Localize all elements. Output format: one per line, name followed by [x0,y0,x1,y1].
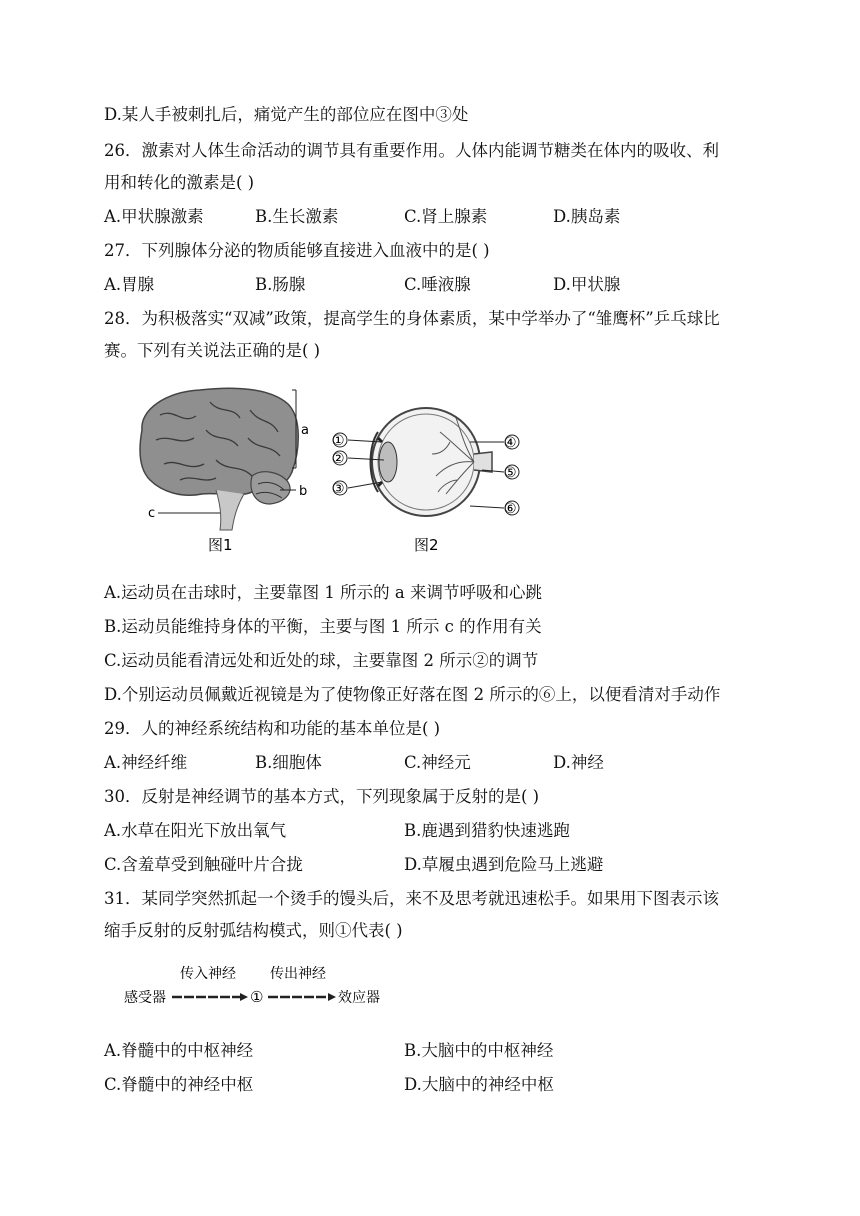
figure2-caption: 图2 [414,536,439,554]
q27-option-d: D.甲状腺 [553,275,621,294]
q30-option-a: A.水草在阳光下放出氧气 [104,821,287,840]
eye-label-5: ⑤ [504,465,517,481]
reflex-arc-diagram [124,960,404,1012]
q29-option-a: A.神经纤维 [104,753,188,772]
brain-label-c: c [148,506,156,521]
q28-option-c: C.运动员能看清远处和近处的球，主要靠图 2 所示②的调节 [104,651,539,670]
q31-option-d: D.大脑中的神经中枢 [404,1075,554,1094]
brain-diagram [140,388,309,554]
q29-option-d: D.神经 [553,753,604,772]
figure1-caption: 图1 [208,536,233,554]
q30-option-d: D.草履虫遇到危险马上逃避 [404,855,604,874]
eye-label-6: ⑥ [504,501,517,517]
q26-option-b: B.生长激素 [255,207,339,226]
q28-figures [120,380,540,560]
q28-stem-line2: 赛。下列有关说法正确的是( ) [104,341,321,360]
q30-stem: 30．反射是神经调节的基本方式，下列现象属于反射的是( ) [104,787,540,806]
q30-option-b: B.鹿遇到猎豹快速逃跑 [404,821,570,840]
q30-option-c: C.含羞草受到触碰叶片合拢 [104,855,303,874]
receptor-label: 感受器 [124,990,166,1006]
q26-stem-line2: 用和转化的激素是( ) [104,173,255,192]
q31-option-c: C.脊髓中的神经中枢 [104,1075,254,1094]
q28-stem-line1: 28．为积极落实“双减”政策，提高学生的身体素质，某中学举办了“雏鹰杯”乒乓球比 [104,309,720,328]
eye-label-4: ④ [504,435,517,451]
eye-diagram [332,408,519,554]
q31-option-b: B.大脑中的中枢神经 [404,1041,554,1060]
q27-stem: 27．下列腺体分泌的物质能够直接进入血液中的是( ) [104,241,490,260]
afferent-nerve-label: 传入神经 [180,966,236,982]
q29-stem: 29．人的神经系统结构和功能的基本单位是( ) [104,719,441,738]
q31-stem-line1: 31．某同学突然抓起一个烫手的馒头后，来不及思考就迅速松手。如果用下图表示该 [104,889,719,908]
q27-option-b: B.肠腺 [255,275,306,294]
effector-label: 效应器 [338,990,380,1006]
eye-label-3: ③ [332,481,345,497]
q29-option-b: B.细胞体 [255,753,322,772]
efferent-nerve-label: 传出神经 [270,966,326,982]
brain-label-b: b [299,484,308,499]
q27-option-c: C.唾液腺 [404,275,471,294]
q28-option-a: A.运动员在击球时，主要靠图 1 所示的 a 来调节呼吸和心跳 [104,583,542,602]
q27-option-a: A.胃腺 [104,275,155,294]
q26-option-d: D.胰岛素 [553,207,621,226]
q26-option-a: A.甲状腺激素 [104,207,204,226]
q31-option-a: A.脊髓中的中枢神经 [104,1041,254,1060]
eye-label-2: ② [332,451,345,467]
q29-option-c: C.神经元 [404,753,471,772]
eye-label-1: ① [332,433,345,449]
brain-label-a: a [301,423,309,438]
q26-stem-line1: 26．激素对人体生命活动的调节具有重要作用。人体内能调节糖类在体内的吸收、利 [104,141,719,160]
q28-option-d: D.个别运动员佩戴近视镜是为了使物像正好落在图 2 所示的⑥上，以便看清对手动作 [104,685,721,704]
q25-option-d: D.某人手被刺扎后，痛觉产生的部位应在图中③处 [104,105,469,124]
q28-option-b: B.运动员能维持身体的平衡，主要与图 1 所示 c 的作用有关 [104,617,542,636]
q26-option-c: C.肾上腺素 [404,207,488,226]
q31-stem-line2: 缩手反射的反射弧结构模式，则①代表( ) [104,921,403,940]
center-label: ① [250,988,264,1006]
